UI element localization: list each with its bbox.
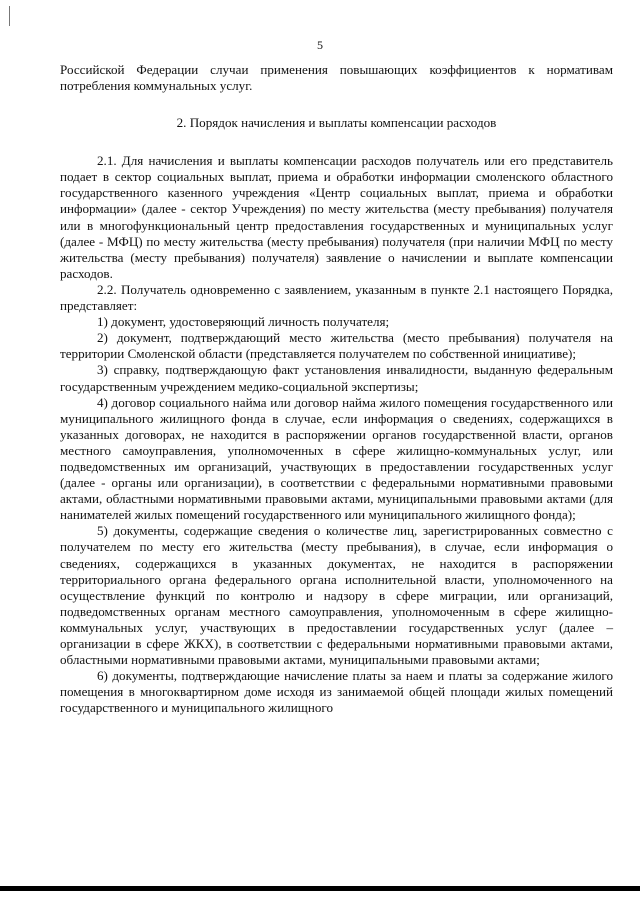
list-item-6: 6) документы, подтверждающие начисление платы за наем и платы за содержание жилого помещения в многоквартирном доме исходя из занимаемой общей площади жилых помещений государственного и муниципального жилищного [60,668,613,716]
paragraph-2-1: 2.1. Для начисления и выплаты компенсации расходов получатель или его представитель подает в сектор социальных выплат, приема и обработки информации смоленского областного государственного казенного учреждения «Центр социальных выплат, приема и обработки информации» (далее - сектор Учреждения) по месту жительства (месту пребывания) получателя или в многофункциональный центр предоставления государственных и муниципальных услуг (далее - МФЦ) по месту жительства (месту пребывания) получателя (при наличии МФЦ по месту жительства (месту пребывания) получателя) заявление о начислении и выплате компенсации расходов. [60,153,613,281]
page-number: 5 [317,38,323,52]
list-item-1: 1) документ, удостоверяющий личность получателя; [97,314,390,330]
list-item-5: 5) документы, содержащие сведения о количестве лиц, зарегистрированных совместно с получателем по месту его жительства (месту пребывания), в случае, если информация о сведениях, содержащихся в указанных документах, не находится в распоряжении территориального органа федерального органа исполнительной власти, уполномоченного на осуществление функций по контролю и надзору в сфере миграции, или организаций, подведомственных органам местного самоуправления, уполномоченным в сфере жилищно-коммунальных услуг, участвующих в предоставлении государственных услуг (далее – организации в сфере ЖКХ), в соответствии с федеральными нормативными правовыми актами, областными нормативными правовыми актами, муниципальными правовыми актами; [60,523,613,668]
section-title: 2. Порядок начисления и выплаты компенсации расходов [176,115,497,131]
list-item-4: 4) договор социального найма или договор найма жилого помещения государственного или муниципального жилищного фонда в случае, если информация о сведениях, содержащихся в указанных договорах, не находится в распоряжении органов государственной власти, органов местного самоуправления, уполномоченных в сфере жилищно-коммунальных услуг, или подведомственных им организаций, участвующих в предоставлении государственных услуг (далее - органы или организации), в соответствии с федеральными нормативными правовыми актами, областными нормативными правовыми актами, муниципальными правовыми актами (для нанимателей жилых помещений государственного или муниципального жилищного фонда); [60,394,613,523]
list-item-2: 2) документ, подтверждающий место жительства (место пребывания) получателя на территории Смоленской области (представляется получателем по собственной инициативе); [60,330,613,362]
scan-edge-mark [9,6,10,26]
paragraph-2-2: 2.2. Получатель одновременно с заявлением, указанным в пункте 2.1 настоящего Порядка, представляет: [60,281,613,314]
bottom-border-rule [0,886,640,891]
list-item-3: 3) справку, подтверждающую факт установления инвалидности, выданную федеральным государственным учреждением медико-социальной экспертизы; [60,362,613,394]
document-body [60,62,613,716]
intro-paragraph: Российской Федерации случаи применения повышающих коэффициентов к нормативам потребления коммунальных услуг. [60,62,613,94]
